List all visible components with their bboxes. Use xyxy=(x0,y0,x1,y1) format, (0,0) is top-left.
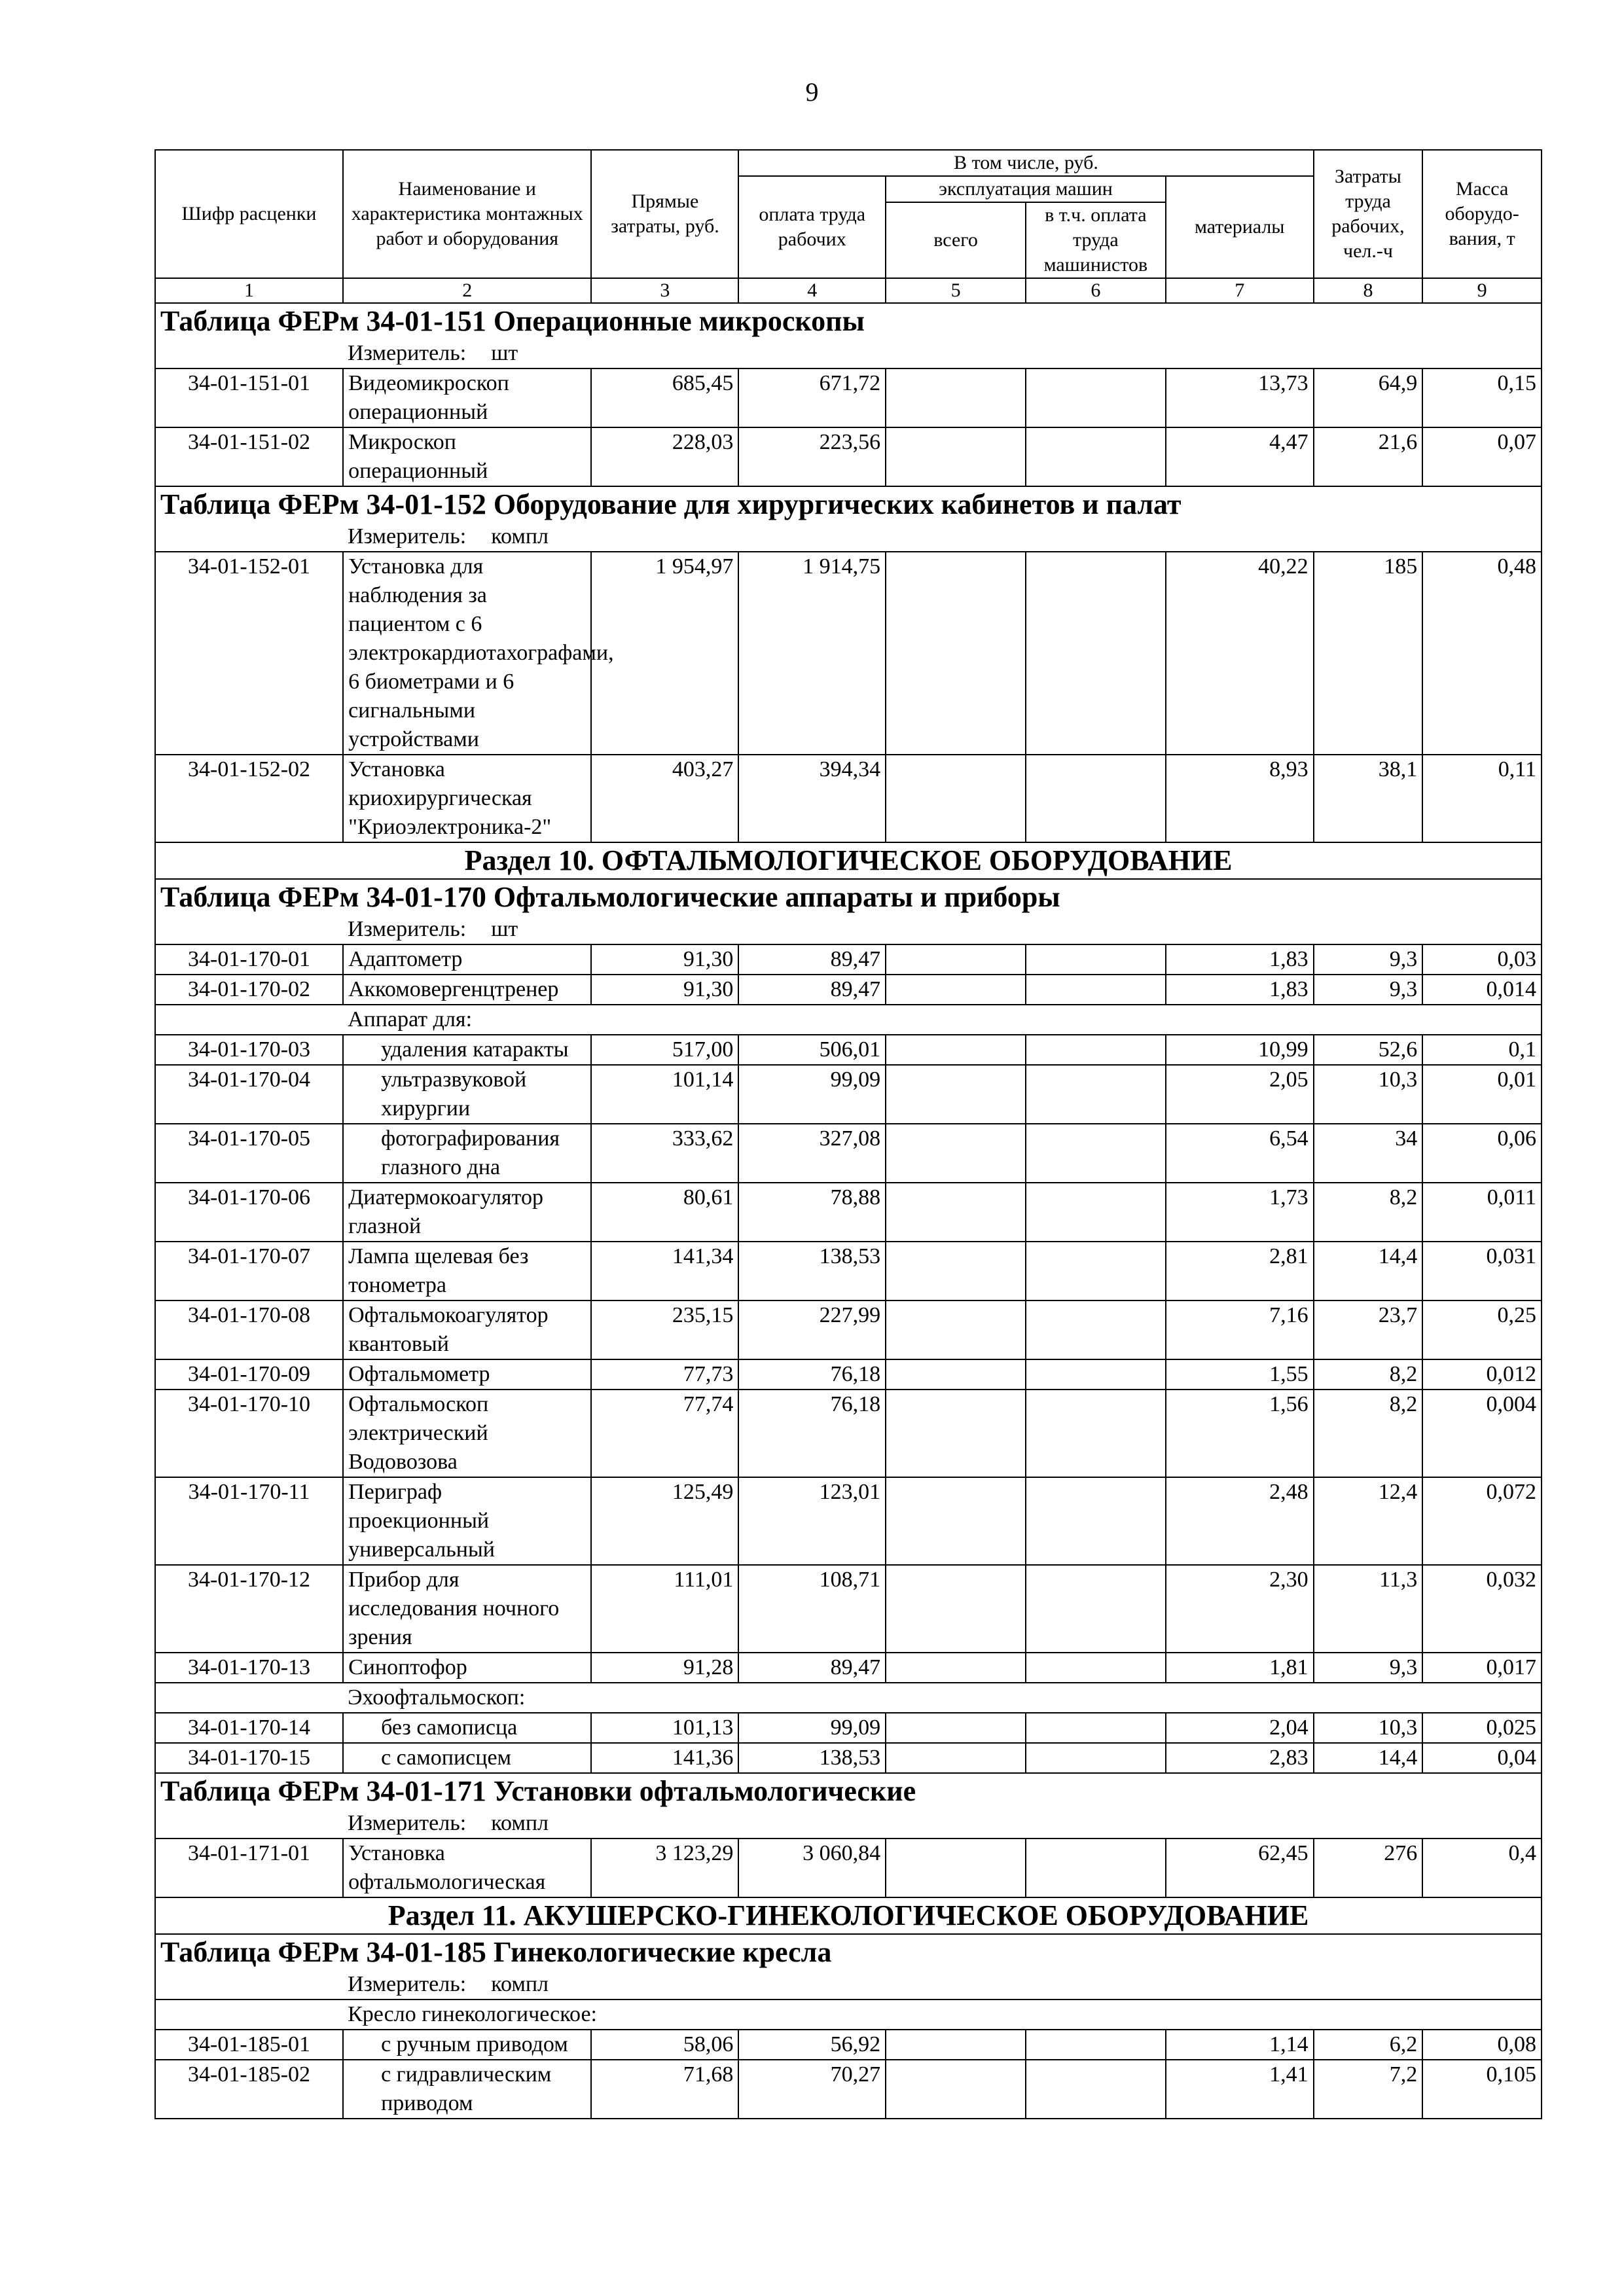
rate-name-cell: Офтальмоскоп электрический Водовозова xyxy=(343,1390,591,1477)
rate-name-cell: Офтальмометр xyxy=(343,1359,591,1390)
rate-name-cell: Установка для наблюдения за пациентом с 6 электрокардиотахографами, 6 биометрами и 6 сигнальными устройствами xyxy=(343,552,591,755)
machinist-pay-cell xyxy=(1026,1743,1166,1773)
labor-pay-cell: 394,34 xyxy=(738,755,886,842)
rate-code-cell: 34-01-170-03 xyxy=(155,1035,343,1065)
rate-code-cell: 34-01-152-01 xyxy=(155,552,343,755)
direct-costs-cell: 141,36 xyxy=(591,1743,738,1773)
machine-total-cell xyxy=(886,1743,1026,1773)
machinist-pay-cell xyxy=(1026,427,1166,486)
rate-name-cell: Адаптометр xyxy=(343,944,591,975)
section-title: Раздел 10. ОФТАЛЬМОЛОГИЧЕСКОЕ ОБОРУДОВАНИЕ xyxy=(155,842,1542,879)
machine-total-cell xyxy=(886,1477,1026,1565)
machine-total-cell xyxy=(886,755,1026,842)
mass-cell: 0,03 xyxy=(1422,944,1542,975)
table-row xyxy=(155,975,1542,1005)
header-machine-total: всего xyxy=(886,202,1026,278)
column-number: 6 xyxy=(1026,278,1166,303)
labor-cost-cell: 34 xyxy=(1314,1124,1423,1183)
mass-cell: 0,032 xyxy=(1422,1565,1542,1653)
column-number: 3 xyxy=(591,278,738,303)
direct-costs-cell: 403,27 xyxy=(591,755,738,842)
meter-unit: компл xyxy=(491,1972,549,1996)
machine-total-cell xyxy=(886,1565,1026,1653)
table-title: Таблица ФЕРм 34-01-151 Операционные микроскопы xyxy=(155,303,1542,339)
rate-code-cell: 34-01-170-02 xyxy=(155,975,343,1005)
labor-cost-cell: 23,7 xyxy=(1314,1300,1423,1359)
table-heading xyxy=(155,486,1542,522)
machinist-pay-cell xyxy=(1026,1124,1166,1183)
rate-name-cell: Лампа щелевая без тонометра xyxy=(343,1242,591,1300)
machine-total-cell xyxy=(886,2060,1026,2119)
table-row xyxy=(155,427,1542,486)
rate-name-cell: Синоптофор xyxy=(343,1653,591,1683)
rate-code-cell: 34-01-171-01 xyxy=(155,1839,343,1897)
materials-cell: 7,16 xyxy=(1166,1300,1314,1359)
labor-pay-cell: 99,09 xyxy=(738,1065,886,1124)
column-number: 9 xyxy=(1422,278,1542,303)
labor-cost-cell: 276 xyxy=(1314,1839,1423,1897)
direct-costs-cell: 141,34 xyxy=(591,1242,738,1300)
labor-pay-cell: 76,18 xyxy=(738,1359,886,1390)
materials-cell: 1,81 xyxy=(1166,1653,1314,1683)
machine-total-cell xyxy=(886,1359,1026,1390)
table-title: Таблица ФЕРм 34-01-185 Гинекологические кресла xyxy=(155,1934,1542,1970)
rate-code-cell: 34-01-170-01 xyxy=(155,944,343,975)
table-heading xyxy=(155,879,1542,915)
machinist-pay-cell xyxy=(1026,1713,1166,1743)
mass-cell: 0,01 xyxy=(1422,1065,1542,1124)
machinist-pay-cell xyxy=(1026,1839,1166,1897)
meter-label: Измеритель: xyxy=(348,1811,467,1835)
table-row xyxy=(155,1713,1542,1743)
rate-name-cell: Офтальмокоагулятор квантовый xyxy=(343,1300,591,1359)
mass-cell: 0,031 xyxy=(1422,1242,1542,1300)
machine-total-cell xyxy=(886,1300,1026,1359)
direct-costs-cell: 333,62 xyxy=(591,1124,738,1183)
direct-costs-cell: 91,30 xyxy=(591,975,738,1005)
direct-costs-cell: 235,15 xyxy=(591,1300,738,1359)
labor-cost-cell: 185 xyxy=(1314,552,1423,755)
machinist-pay-cell xyxy=(1026,1183,1166,1242)
rate-name-cell: Прибор для исследования ночного зрения xyxy=(343,1565,591,1653)
direct-costs-cell: 77,73 xyxy=(591,1359,738,1390)
rate-code-cell: 34-01-151-02 xyxy=(155,427,343,486)
meter-label: Измеритель: xyxy=(348,341,467,365)
direct-costs-cell: 80,61 xyxy=(591,1183,738,1242)
materials-cell: 1,14 xyxy=(1166,2030,1314,2060)
labor-cost-cell: 9,3 xyxy=(1314,975,1423,1005)
meter xyxy=(155,339,1542,368)
meter-label: Измеритель: xyxy=(348,1972,467,1996)
rate-code-cell: 34-01-152-02 xyxy=(155,755,343,842)
mass-cell: 0,025 xyxy=(1422,1713,1542,1743)
meter xyxy=(155,1970,1542,2000)
section-heading xyxy=(155,842,1542,879)
direct-costs-cell: 517,00 xyxy=(591,1035,738,1065)
section-title: Раздел 11. АКУШЕРСКО-ГИНЕКОЛОГИЧЕСКОЕ ОБОРУДОВАНИЕ xyxy=(155,1897,1542,1934)
header-including: В том числе, руб. xyxy=(738,150,1313,176)
rate-name-cell: с самописцем xyxy=(343,1743,591,1773)
direct-costs-cell: 3 123,29 xyxy=(591,1839,738,1897)
meter-row xyxy=(155,1809,1542,1839)
direct-costs-cell: 58,06 xyxy=(591,2030,738,2060)
machine-total-cell xyxy=(886,1242,1026,1300)
rate-name-cell: ультразвуковой хирургии xyxy=(343,1065,591,1124)
rate-name-cell: с ручным приводом xyxy=(343,2030,591,2060)
labor-cost-cell: 8,2 xyxy=(1314,1183,1423,1242)
table-row xyxy=(155,1390,1542,1477)
labor-cost-cell: 10,3 xyxy=(1314,1713,1423,1743)
direct-costs-cell: 111,01 xyxy=(591,1565,738,1653)
group-blank-cell xyxy=(155,2000,343,2030)
materials-cell: 2,83 xyxy=(1166,1743,1314,1773)
labor-pay-cell: 227,99 xyxy=(738,1300,886,1359)
table-row xyxy=(155,944,1542,975)
materials-cell: 1,55 xyxy=(1166,1359,1314,1390)
rate-code-cell: 34-01-170-04 xyxy=(155,1065,343,1124)
direct-costs-cell: 77,74 xyxy=(591,1390,738,1477)
labor-cost-cell: 21,6 xyxy=(1314,427,1423,486)
table-heading xyxy=(155,303,1542,339)
table-row xyxy=(155,1839,1542,1897)
machine-total-cell xyxy=(886,1065,1026,1124)
header-machine-operation: эксплуатация машин xyxy=(886,176,1166,202)
labor-pay-cell: 3 060,84 xyxy=(738,1839,886,1897)
rate-name-cell: Микроскоп операционный xyxy=(343,427,591,486)
direct-costs-cell: 685,45 xyxy=(591,368,738,427)
column-number: 7 xyxy=(1166,278,1314,303)
meter-row xyxy=(155,915,1542,944)
materials-cell: 2,04 xyxy=(1166,1713,1314,1743)
rate-name-cell: без самописца xyxy=(343,1713,591,1743)
labor-cost-cell: 9,3 xyxy=(1314,944,1423,975)
labor-pay-cell: 56,92 xyxy=(738,2030,886,2060)
mass-cell: 0,105 xyxy=(1422,2060,1542,2119)
mass-cell: 0,04 xyxy=(1422,1743,1542,1773)
labor-pay-cell: 89,47 xyxy=(738,1653,886,1683)
rate-code-cell: 34-01-170-13 xyxy=(155,1653,343,1683)
column-number: 1 xyxy=(155,278,343,303)
meter-label: Измеритель: xyxy=(348,917,467,941)
header-machinist-pay: в т.ч. оплата труда машинистов xyxy=(1026,202,1166,278)
table-heading xyxy=(155,1934,1542,1970)
materials-cell: 2,81 xyxy=(1166,1242,1314,1300)
meter-unit: шт xyxy=(491,917,518,941)
direct-costs-cell: 71,68 xyxy=(591,2060,738,2119)
machine-total-cell xyxy=(886,1839,1026,1897)
rate-name-cell: удаления катаракты xyxy=(343,1035,591,1065)
direct-costs-cell: 91,28 xyxy=(591,1653,738,1683)
labor-pay-cell: 327,08 xyxy=(738,1124,886,1183)
table-row xyxy=(155,2060,1542,2119)
group-label: Аппарат для: xyxy=(343,1005,1542,1035)
labor-cost-cell: 10,3 xyxy=(1314,1065,1423,1124)
table-row xyxy=(155,1743,1542,1773)
machine-total-cell xyxy=(886,552,1026,755)
direct-costs-cell: 101,13 xyxy=(591,1713,738,1743)
machinist-pay-cell xyxy=(1026,1390,1166,1477)
group-row xyxy=(155,2000,1542,2030)
machine-total-cell xyxy=(886,1183,1026,1242)
machinist-pay-cell xyxy=(1026,1035,1166,1065)
labor-pay-cell: 223,56 xyxy=(738,427,886,486)
table-row xyxy=(155,1653,1542,1683)
mass-cell: 0,014 xyxy=(1422,975,1542,1005)
labor-cost-cell: 38,1 xyxy=(1314,755,1423,842)
labor-pay-cell: 138,53 xyxy=(738,1242,886,1300)
rate-name-cell: Периграф проекционный универсальный xyxy=(343,1477,591,1565)
mass-cell: 0,15 xyxy=(1422,368,1542,427)
rate-code-cell: 34-01-170-07 xyxy=(155,1242,343,1300)
materials-cell: 4,47 xyxy=(1166,427,1314,486)
labor-cost-cell: 14,4 xyxy=(1314,1743,1423,1773)
page-number: 9 xyxy=(805,77,819,107)
mass-cell: 0,012 xyxy=(1422,1359,1542,1390)
table-title: Таблица ФЕРм 34-01-152 Оборудование для хирургических кабинетов и палат xyxy=(155,486,1542,522)
rate-code-cell: 34-01-170-11 xyxy=(155,1477,343,1565)
mass-cell: 0,004 xyxy=(1422,1390,1542,1477)
rate-code-cell: 34-01-170-05 xyxy=(155,1124,343,1183)
group-row xyxy=(155,1683,1542,1713)
table-row xyxy=(155,1565,1542,1653)
rate-name-cell: Аккомовергенцтренер xyxy=(343,975,591,1005)
mass-cell: 0,011 xyxy=(1422,1183,1542,1242)
table-body xyxy=(155,303,1542,2119)
machinist-pay-cell xyxy=(1026,1653,1166,1683)
meter-row xyxy=(155,522,1542,552)
mass-cell: 0,48 xyxy=(1422,552,1542,755)
labor-cost-cell: 14,4 xyxy=(1314,1242,1423,1300)
header-mass: Масса оборудо-вания, т xyxy=(1422,150,1542,278)
mass-cell: 0,07 xyxy=(1422,427,1542,486)
rate-code-cell: 34-01-151-01 xyxy=(155,368,343,427)
table-row xyxy=(155,1477,1542,1565)
machinist-pay-cell xyxy=(1026,2030,1166,2060)
table-title: Таблица ФЕРм 34-01-170 Офтальмологические аппараты и приборы xyxy=(155,879,1542,915)
labor-pay-cell: 671,72 xyxy=(738,368,886,427)
mass-cell: 0,25 xyxy=(1422,1300,1542,1359)
column-number: 8 xyxy=(1314,278,1423,303)
materials-cell: 8,93 xyxy=(1166,755,1314,842)
meter-unit: компл xyxy=(491,1811,549,1835)
machine-total-cell xyxy=(886,1653,1026,1683)
meter xyxy=(155,522,1542,552)
labor-pay-cell: 138,53 xyxy=(738,1743,886,1773)
labor-cost-cell: 6,2 xyxy=(1314,2030,1423,2060)
meter-label: Измеритель: xyxy=(348,524,467,548)
table-heading xyxy=(155,1773,1542,1809)
rate-name-cell: Установка офтальмологическая xyxy=(343,1839,591,1897)
materials-cell: 1,56 xyxy=(1166,1390,1314,1477)
machinist-pay-cell xyxy=(1026,1565,1166,1653)
rate-code-cell: 34-01-185-01 xyxy=(155,2030,343,2060)
mass-cell: 0,06 xyxy=(1422,1124,1542,1183)
header-labor-pay: оплата труда рабочих xyxy=(738,176,886,278)
table-row xyxy=(155,552,1542,755)
machinist-pay-cell xyxy=(1026,1065,1166,1124)
materials-cell: 10,99 xyxy=(1166,1035,1314,1065)
labor-pay-cell: 89,47 xyxy=(738,944,886,975)
table-header xyxy=(155,150,1542,303)
materials-cell: 2,05 xyxy=(1166,1065,1314,1124)
meter-row xyxy=(155,1970,1542,2000)
machinist-pay-cell xyxy=(1026,368,1166,427)
header-materials: материалы xyxy=(1166,176,1314,278)
column-number: 2 xyxy=(343,278,591,303)
labor-cost-cell: 12,4 xyxy=(1314,1477,1423,1565)
header-code: Шифр расценки xyxy=(155,150,343,278)
labor-pay-cell: 89,47 xyxy=(738,975,886,1005)
machine-total-cell xyxy=(886,1713,1026,1743)
table-row xyxy=(155,368,1542,427)
table-row xyxy=(155,1242,1542,1300)
machine-total-cell xyxy=(886,2030,1026,2060)
labor-pay-cell: 506,01 xyxy=(738,1035,886,1065)
materials-cell: 1,83 xyxy=(1166,944,1314,975)
machinist-pay-cell xyxy=(1026,944,1166,975)
header-labor-cost: Затраты труда рабочих, чел.-ч xyxy=(1314,150,1423,278)
meter-unit: компл xyxy=(491,524,549,548)
labor-pay-cell: 123,01 xyxy=(738,1477,886,1565)
labor-pay-cell: 78,88 xyxy=(738,1183,886,1242)
rate-name-cell: фотографирования глазного дна xyxy=(343,1124,591,1183)
rate-code-cell: 34-01-170-10 xyxy=(155,1390,343,1477)
materials-cell: 62,45 xyxy=(1166,1839,1314,1897)
machinist-pay-cell xyxy=(1026,552,1166,755)
machinist-pay-cell xyxy=(1026,1242,1166,1300)
materials-cell: 13,73 xyxy=(1166,368,1314,427)
machine-total-cell xyxy=(886,1124,1026,1183)
machine-total-cell xyxy=(886,944,1026,975)
group-blank-cell xyxy=(155,1683,343,1713)
machinist-pay-cell xyxy=(1026,1300,1166,1359)
labor-cost-cell: 52,6 xyxy=(1314,1035,1423,1065)
mass-cell: 0,11 xyxy=(1422,755,1542,842)
machine-total-cell xyxy=(886,1035,1026,1065)
machinist-pay-cell xyxy=(1026,1477,1166,1565)
rate-code-cell: 34-01-170-06 xyxy=(155,1183,343,1242)
materials-cell: 2,48 xyxy=(1166,1477,1314,1565)
meter xyxy=(155,1809,1542,1839)
table-row xyxy=(155,1035,1542,1065)
labor-pay-cell: 108,71 xyxy=(738,1565,886,1653)
labor-cost-cell: 8,2 xyxy=(1314,1390,1423,1477)
column-number: 4 xyxy=(738,278,886,303)
table-title: Таблица ФЕРм 34-01-171 Установки офтальмологические xyxy=(155,1773,1542,1809)
machinist-pay-cell xyxy=(1026,2060,1166,2119)
rate-code-cell: 34-01-185-02 xyxy=(155,2060,343,2119)
table-row xyxy=(155,1300,1542,1359)
rate-code-cell: 34-01-170-12 xyxy=(155,1565,343,1653)
materials-cell: 40,22 xyxy=(1166,552,1314,755)
table-row xyxy=(155,2030,1542,2060)
materials-cell: 1,83 xyxy=(1166,975,1314,1005)
labor-pay-cell: 1 914,75 xyxy=(738,552,886,755)
rates-table xyxy=(154,149,1542,2119)
materials-cell: 6,54 xyxy=(1166,1124,1314,1183)
group-row xyxy=(155,1005,1542,1035)
table-row xyxy=(155,1183,1542,1242)
labor-cost-cell: 7,2 xyxy=(1314,2060,1423,2119)
labor-pay-cell: 99,09 xyxy=(738,1713,886,1743)
labor-pay-cell: 76,18 xyxy=(738,1390,886,1477)
group-label: Кресло гинекологическое: xyxy=(343,2000,1542,2030)
labor-cost-cell: 9,3 xyxy=(1314,1653,1423,1683)
machine-total-cell xyxy=(886,368,1026,427)
machinist-pay-cell xyxy=(1026,1359,1166,1390)
direct-costs-cell: 228,03 xyxy=(591,427,738,486)
group-blank-cell xyxy=(155,1005,343,1035)
direct-costs-cell: 125,49 xyxy=(591,1477,738,1565)
labor-cost-cell: 64,9 xyxy=(1314,368,1423,427)
rate-name-cell: Видеомикроскоп операционный xyxy=(343,368,591,427)
rate-name-cell: Диатермокоагулятор глазной xyxy=(343,1183,591,1242)
labor-cost-cell: 8,2 xyxy=(1314,1359,1423,1390)
meter xyxy=(155,915,1542,944)
table-row xyxy=(155,755,1542,842)
machine-total-cell xyxy=(886,975,1026,1005)
group-label: Эхоофтальмоскоп: xyxy=(343,1683,1542,1713)
table-row xyxy=(155,1065,1542,1124)
machinist-pay-cell xyxy=(1026,755,1166,842)
labor-cost-cell: 11,3 xyxy=(1314,1565,1423,1653)
machine-total-cell xyxy=(886,427,1026,486)
direct-costs-cell: 91,30 xyxy=(591,944,738,975)
direct-costs-cell: 101,14 xyxy=(591,1065,738,1124)
section-heading xyxy=(155,1897,1542,1934)
table-row xyxy=(155,1359,1542,1390)
mass-cell: 0,072 xyxy=(1422,1477,1542,1565)
meter-unit: шт xyxy=(491,341,518,365)
rate-code-cell: 34-01-170-15 xyxy=(155,1743,343,1773)
mass-cell: 0,1 xyxy=(1422,1035,1542,1065)
direct-costs-cell: 1 954,97 xyxy=(591,552,738,755)
mass-cell: 0,4 xyxy=(1422,1839,1542,1897)
rate-code-cell: 34-01-170-14 xyxy=(155,1713,343,1743)
mass-cell: 0,017 xyxy=(1422,1653,1542,1683)
machine-total-cell xyxy=(886,1390,1026,1477)
materials-cell: 1,41 xyxy=(1166,2060,1314,2119)
meter-row xyxy=(155,339,1542,368)
header-direct-costs: Прямые затраты, руб. xyxy=(591,150,738,278)
mass-cell: 0,08 xyxy=(1422,2030,1542,2060)
materials-cell: 2,30 xyxy=(1166,1565,1314,1653)
table-row xyxy=(155,1124,1542,1183)
rate-code-cell: 34-01-170-09 xyxy=(155,1359,343,1390)
rate-name-cell: с гидравлическим приводом xyxy=(343,2060,591,2119)
header-name: Наименование и характеристика монтажных работ и оборудования xyxy=(343,150,591,278)
column-number: 5 xyxy=(886,278,1026,303)
machinist-pay-cell xyxy=(1026,975,1166,1005)
materials-cell: 1,73 xyxy=(1166,1183,1314,1242)
rate-name-cell: Установка криохирургическая "Криоэлектроника-2" xyxy=(343,755,591,842)
labor-pay-cell: 70,27 xyxy=(738,2060,886,2119)
rate-code-cell: 34-01-170-08 xyxy=(155,1300,343,1359)
